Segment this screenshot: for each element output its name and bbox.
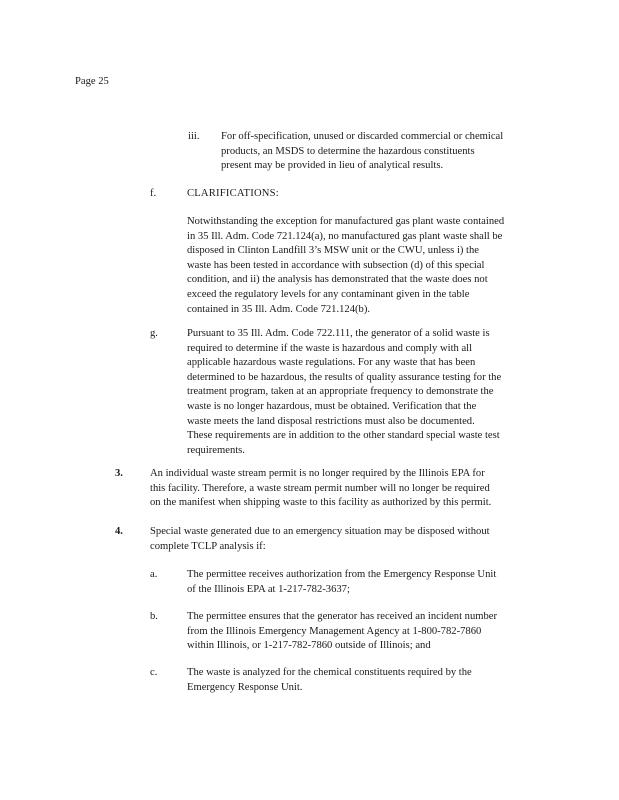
item-iii-marker: iii. (188, 131, 200, 142)
text-line: An individual waste stream permit is no longer required by the Illinois EPA for (150, 468, 485, 479)
item-4b-text (187, 610, 557, 654)
text-line: Special waste generated due to an emergency situation may be disposed without (150, 526, 490, 537)
text-line: of the Illinois EPA at 1-217-782-3637; (187, 583, 350, 595)
item-4b-marker: b. (150, 611, 158, 622)
item-3-marker: 3. (115, 468, 123, 479)
item-g-marker: g. (150, 328, 158, 339)
text-line: Pursuant to 35 Ill. Adm. Code 722.111, the generator of a solid waste is (187, 328, 490, 339)
text-line: from the Illinois Emergency Management Agency at 1-800-782-7860 (187, 625, 482, 637)
text-line: requirements. (187, 444, 245, 456)
text-line: applicable hazardous waste regulations. For any waste that has been (187, 357, 476, 369)
text-line: The permittee ensures that the generator has received an incident number (187, 611, 498, 622)
text-line: in 35 Ill. Adm. Code 721.124(a), no manufactured gas plant waste shall be (187, 230, 503, 242)
item-f-marker: f. (150, 188, 157, 199)
text-line: waste has been tested in accordance with subsection (d) of this special (187, 259, 485, 271)
clarifications-heading: CLARIFICATIONS: (187, 188, 279, 199)
text-line: exceed the regulatory levels for any contaminant given in the table (187, 288, 470, 300)
text-line: The permittee receives authorization from the Emergency Response Unit (187, 569, 497, 580)
text-line: The waste is analyzed for the chemical constituents required by the (187, 667, 472, 678)
text-line: These requirements are in addition to the other standard special waste test (187, 430, 500, 442)
text-line: complete TCLP analysis if: (150, 540, 266, 552)
item-4a-text (187, 568, 557, 597)
text-line: Emergency Response Unit. (187, 681, 303, 693)
text-line: on the manifest when shipping waste to this facility as authorized by this permit. (150, 497, 492, 509)
text-line: contained in 35 Ill. Adm. Code 721.124(b). (187, 303, 371, 315)
item-4c-marker: c. (150, 667, 158, 678)
item-iii-text (221, 130, 581, 174)
text-line: For off-specification, unused or discarded commercial or chemical (221, 131, 504, 142)
item-4-marker: 4. (115, 526, 123, 537)
text-line: waste is no longer hazardous, must be obtained. Verification that the (187, 400, 477, 412)
item-f-text (187, 215, 557, 317)
item-3-text (150, 467, 570, 511)
text-line: present may be provided in lieu of analytical results. (221, 160, 444, 172)
text-line: disposed in Clinton Landfill 3’s MSW unit or the CWU, unless i) the (187, 245, 480, 257)
text-line: within Illinois, or 1-217-782-7860 outside of Illinois; and (187, 640, 431, 652)
page-number: Page 25 (75, 76, 109, 87)
text-line: products, an MSDS to determine the hazardous constituents (221, 145, 475, 157)
text-line: required to determine if the waste is hazardous and comply with all (187, 342, 473, 354)
text-line: determined to be hazardous, the results of quality assurance testing for the (187, 371, 502, 383)
text-line: this facility. Therefore, a waste stream permit number will no longer be required (150, 482, 490, 494)
item-g-text (187, 327, 557, 458)
text-line: waste meets the land disposal restrictions must also be documented. (187, 415, 475, 427)
text-line: condition, and ii) the analysis has demonstrated that the waste does not (187, 274, 488, 286)
text-line: Notwithstanding the exception for manufactured gas plant waste contained (187, 216, 505, 227)
item-4c-text (187, 666, 557, 695)
item-4-text (150, 525, 570, 554)
text-line: treatment program, taken at an appropriate frequency to demonstrate the (187, 386, 494, 398)
item-4a-marker: a. (150, 569, 158, 580)
